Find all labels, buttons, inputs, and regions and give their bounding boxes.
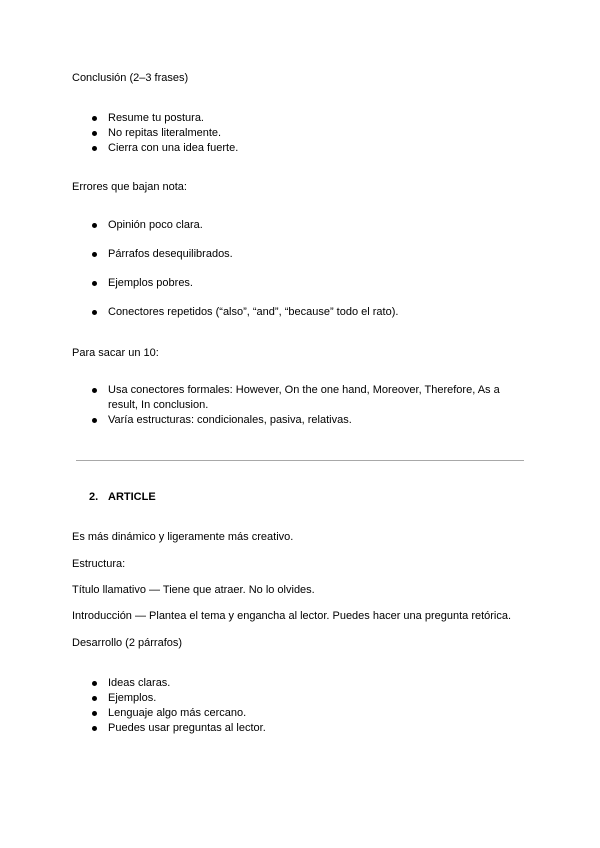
ten-list <box>108 383 528 428</box>
list-item: Puedes usar preguntas al lector. <box>108 721 528 736</box>
article-intro: Es más dinámico y ligeramente más creativo. <box>72 531 294 543</box>
ten-heading: Para sacar un 10: <box>72 347 159 359</box>
list-item: Párrafos desequilibrados. <box>108 247 528 262</box>
list-item: Usa conectores formales: However, On the one hand, Moreover, Therefore, As a result, In conclusion. <box>108 383 528 413</box>
intro-line: Introducción — Plantea el tema y engancha al lector. Puedes hacer una pregunta retórica. <box>72 610 512 622</box>
section-number: 2. <box>89 491 99 503</box>
list-item: No repitas literalmente. <box>108 126 528 141</box>
list-item: Conectores repetidos (“also”, “and”, “because” todo el rato). <box>108 305 528 320</box>
list-item: Ejemplos pobres. <box>108 276 528 291</box>
section-title: ARTICLE <box>108 491 156 503</box>
conclusion-heading: Conclusión (2–3 frases) <box>72 72 189 84</box>
conclusion-list <box>108 111 528 156</box>
list-item: Cierra con una idea fuerte. <box>108 141 528 156</box>
list-item: Ejemplos. <box>108 691 528 706</box>
title-line: Título llamativo — Tiene que atraer. No lo olvides. <box>72 584 315 596</box>
list-item: Varía estructuras: condicionales, pasiva, relativas. <box>108 413 528 428</box>
development-heading: Desarrollo (2 párrafos) <box>72 637 183 649</box>
section-heading <box>89 490 156 505</box>
list-item: Lenguaje algo más cercano. <box>108 706 528 721</box>
development-list <box>108 676 528 736</box>
list-item: Ideas claras. <box>108 676 528 691</box>
list-item: Resume tu postura. <box>108 111 528 126</box>
list-item: Opinión poco clara. <box>108 218 528 233</box>
horizontal-divider <box>76 460 524 461</box>
errors-list <box>108 218 528 334</box>
errors-heading: Errores que bajan nota: <box>72 181 187 193</box>
structure-label: Estructura: <box>72 558 126 570</box>
